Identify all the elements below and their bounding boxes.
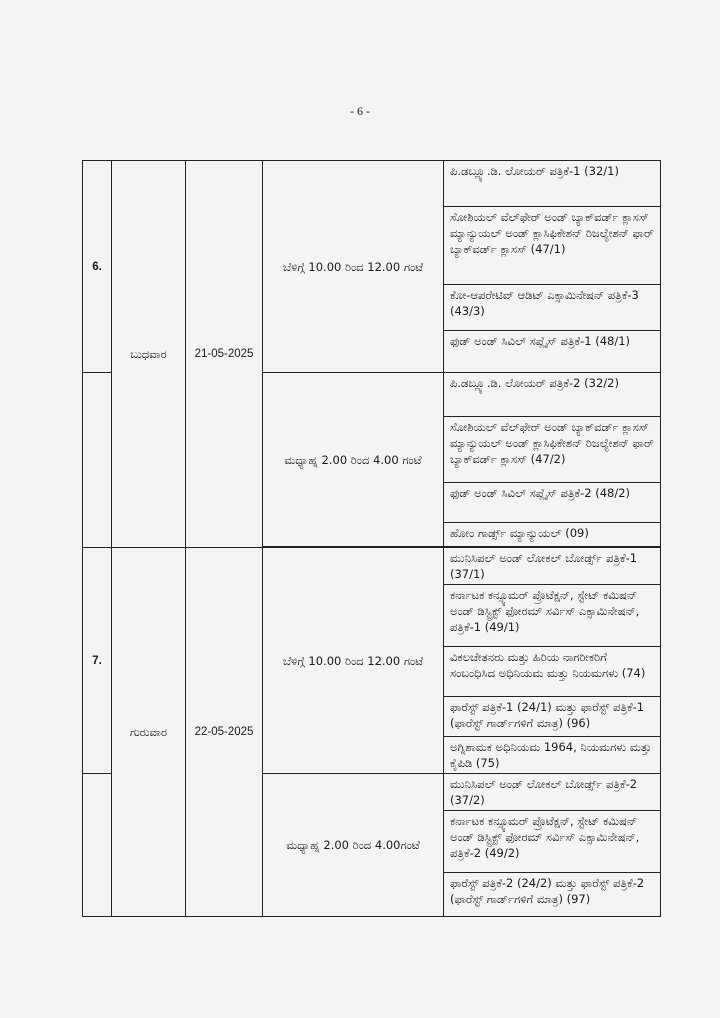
paper-name: ಫಾರೆಸ್ಟ್ ಪತ್ರಿಕೆ-2 (24/2) ಮತ್ತು ಫಾರೆಸ್ಟ್ ಪತ್ರಿಕೆ-2 (ಫಾರೆಸ್ಟ್ ಗಾರ್ಡ್‌ಗಳಿಗೆ ಮಾತ್ರ) (97) [450,876,645,906]
paper-cell [444,417,661,483]
paper-name: ಪಿ.ಡಬ್ಲ್ಯೂ.ಡಿ. ಲೋಯರ್ ಪತ್ರಿಕೆ-2 (32/2) [450,376,619,390]
paper-cell [444,523,661,547]
serial-number: 7. [83,548,112,774]
paper-cell [444,548,661,585]
paper-cell [444,697,661,737]
exam-date: 21-05-2025 [186,161,263,548]
paper-cell [444,483,661,523]
serial-number-continued [83,373,112,548]
exam-schedule-table [82,160,661,917]
paper-name: ವಿಕಲಚೇತನರು ಮತ್ತು ಹಿರಿಯ ನಾಗರೀಕರಿಗೆ ಸಂಬಂಧಿಸಿದ ಅಧಿನಿಯಮ ಮತ್ತು ನಿಯಮಗಳು (74) [450,650,646,680]
paper-name: ಮುನಿಸಿಪಲ್ ಅಂಡ್ ಲೋಕಲ್ ಬೋರ್ಡ್ಸ್ ಪತ್ರಿಕೆ-1 (37/1) [450,551,638,581]
paper-name: ಫುಡ್ ಅಂಡ್ ಸಿವಿಲ್ ಸಪ್ಲೈಸ್ ಪತ್ರಿಕೆ-2 (48/2) [450,486,631,500]
paper-cell [444,737,661,774]
exam-date: 22-05-2025 [186,548,263,917]
serial-number-continued [83,774,112,917]
paper-name: ಪಿ.ಡಬ್ಲ್ಯೂ.ಡಿ. ಲೋಯರ್ ಪತ್ರಿಕೆ-1 (32/1) [450,164,619,178]
session-time: ಬೆಳಿಗ್ಗೆ 10.00 ರಿಂದ 12.00 ಗಂಟೆ [263,161,444,373]
paper-cell [444,873,661,917]
paper-name: ಕರ್ನಾಟಕ ಕನ್ಸ್ಯೂಮರ್ ಪ್ರೊಟೆಕ್ಷನ್, ಸ್ಟೇಟ್ ಕಮಿಷನ್ ಅಂಡ್ ಡಿಸ್ಟ್ರಿಕ್ಟ್ ಫೋರಮ್ ಸರ್ವಿಸ್ ಎಕ್ಸಾಮಿನೇಷನ್, ಪತ್ರಿಕೆ-1 (49/1) [450,588,640,634]
session-time: ಮಧ್ಯಾಹ್ನ 2.00 ರಿಂದ 4.00ಗಂಟೆ [263,774,444,917]
paper-cell [444,373,661,417]
paper-name: ಅಗ್ನಿಶಾಮಕ ಅಧಿನಿಯಮ 1964, ನಿಯಮಗಳು ಮತ್ತು ಕೈಪಿಡಿ (75) [450,740,652,770]
paper-cell [444,331,661,373]
paper-cell [444,585,661,647]
paper-cell [444,811,661,873]
session-time: ಮಧ್ಯಾಹ್ನ 2.00 ರಿಂದ 4.00 ಗಂಟೆ [263,373,444,547]
paper-name: ಫಾರೆಸ್ಟ್ ಪತ್ರಿಕೆ-1 (24/1) ಮತ್ತು ಫಾರೆಸ್ಟ್ ಪತ್ರಿಕೆ-1 (ಫಾರೆಸ್ಟ್ ಗಾರ್ಡ್‌ಗಳಿಗೆ ಮಾತ್ರ) (96) [450,700,645,730]
paper-cell [444,161,661,207]
page-number: - 6 - [350,104,370,118]
table-row [83,548,661,585]
paper-cell [444,207,661,285]
paper-cell [444,647,661,697]
paper-cell [444,285,661,331]
session-time: ಬೆಳಿಗ್ಗೆ 10.00 ರಿಂದ 12.00 ಗಂಟೆ [263,548,444,774]
paper-name: ಕರ್ನಾಟಕ ಕನ್ಸ್ಯೂಮರ್ ಪ್ರೊಟೆಕ್ಷನ್, ಸ್ಟೇಟ್ ಕಮಿಷನ್ ಅಂಡ್ ಡಿಸ್ಟ್ರಿಕ್ಟ್ ಫೋರಮ್ ಸರ್ವಿಸ್ ಎಕ್ಸಾಮಿನೇಷನ್, ಪತ್ರಿಕೆ-2 (49/2) [450,814,640,860]
paper-name: ಸೋಶಿಯಲ್ ವೆಲ್‌ಫೇರ್ ಅಂಡ್ ಬ್ಯಾಕ್‌ವರ್ಡ್ ಕ್ಲಾಸಸ್ ಮ್ಯಾನ್ಯುಯಲ್ ಅಂಡ್ ಕ್ಲಾಸಿಫಿಕೇಶನ್ ರಿಜಲ್ಯೇಶನ್ ಫಾರ್ ಬ್ಯಾಕ್‌ವರ್ಡ್ ಕ್ಲಾಸಸ್ (47/1) [450,210,654,256]
paper-name: ಸೋಶಿಯಲ್ ವೆಲ್‌ಫೇರ್ ಅಂಡ್ ಬ್ಯಾಕ್‌ವರ್ಡ್ ಕ್ಲಾಸಸ್ ಮ್ಯಾನ್ಯುಯಲ್ ಅಂಡ್ ಕ್ಲಾಸಿಫಿಕೇಶನ್ ರಿಜಲ್ಯೇಶನ್ ಫಾರ್ ಬ್ಯಾಕ್‌ವರ್ಡ್ ಕ್ಲಾಸಸ್ (47/2) [450,420,654,466]
paper-name: ಹೋಂ ಗಾರ್ಡ್ಸ್ ಮ್ಯಾನ್ಯುಯಲ್ (09) [450,526,589,540]
paper-name: ಕೋ-ಆಪರೇಟಿವ್ ಆಡಿಟ್ ಎಕ್ಸಾಮಿನೇಷನ್ ಪತ್ರಿಕೆ-3 (43/3) [450,288,639,318]
table-row [83,161,661,207]
paper-cell [444,774,661,811]
exam-day: ಗುರುವಾರ [112,548,186,917]
paper-name: ಮುನಿಸಿಪಲ್ ಅಂಡ್ ಲೋಕಲ್ ಬೋರ್ಡ್ಸ್ ಪತ್ರಿಕೆ-2 (37/2) [450,777,638,807]
paper-name: ಫುಡ್ ಅಂಡ್ ಸಿವಿಲ್ ಸಪ್ಲೈಸ್ ಪತ್ರಿಕೆ-1 (48/1) [450,334,631,348]
exam-day: ಬುಧವಾರ [112,161,186,548]
serial-number: 6. [83,161,112,373]
